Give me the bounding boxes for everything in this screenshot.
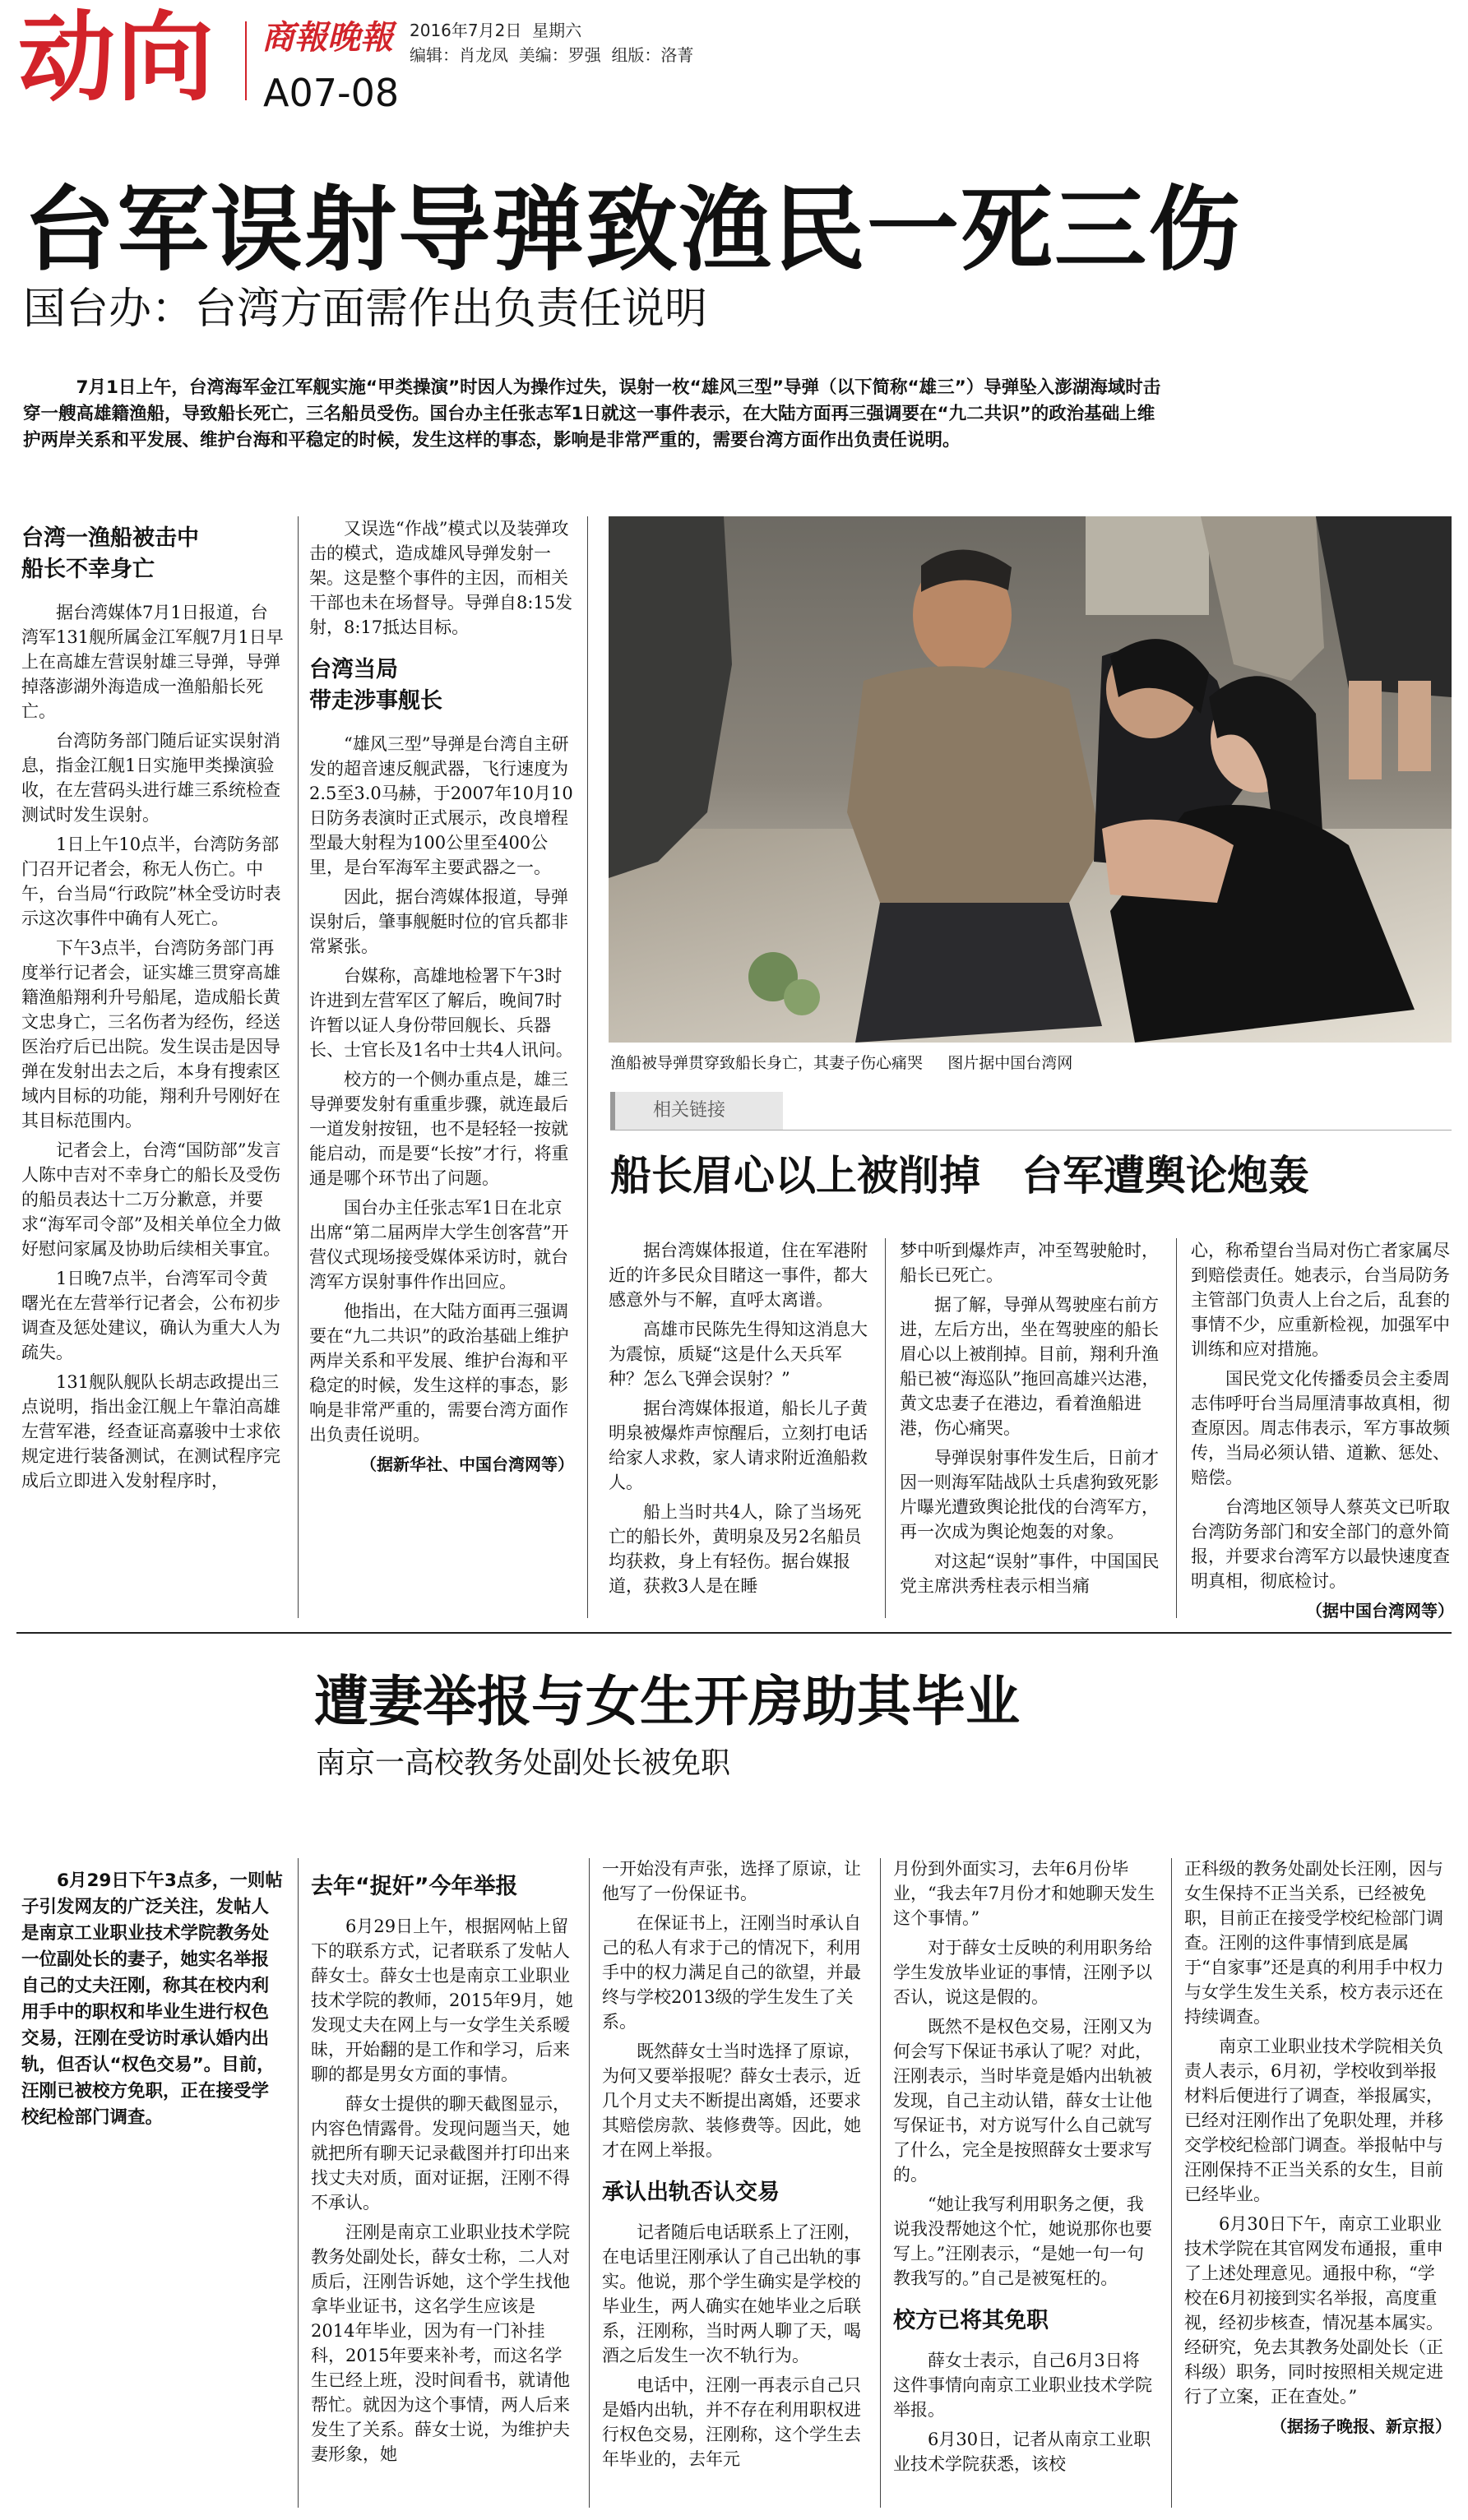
- paragraph: “她让我写利用职务之便，我说我没帮她这个忙，她说那你也要写上。”汪刚表示，“是她一句一句教我写的。”自己是被冤枉的。: [893, 2194, 1152, 2288]
- paragraph: 下午3点半，台湾防务部门再度举行记者会，证实雄三贯穿高雄籍渔船翔利升号船尾，造成船长黄文忠身亡，三名伤者为经伤，经送医治疗后已出院。发生误击是因导弹在发射出去之后，本身有搜索区域内目标的功能，翔利升号刚好在其目标范围内。: [21, 938, 280, 1131]
- paragraph: 电话中，汪刚一再表示自己只是婚内出轨，并不存在利用职权进行权色交易，汪刚称，这个学生去年毕业的，去年元: [602, 2375, 861, 2469]
- story2-column-1: [311, 1871, 574, 2471]
- paragraph: 记者随后电话联系上了汪刚，在电话里汪刚承认了自己出轨的事实。他说，那个学生确实是学校的毕业生，两人确实在她毕业之后联系，汪刚称，当时两人聊了天，喝酒之后发生一次不轨行为。: [602, 2222, 861, 2365]
- issue-info: [410, 18, 693, 67]
- paragraph: 国民党文化传播委员会主委周志伟呼吁台当局厘清事故真相，彻查原因。周志伟表示，军方事故频传，当局必须认错、道歉、惩处、赔偿。: [1191, 1369, 1450, 1487]
- paragraph: 在保证书上，汪刚当时承认自己的私人有求于己的情况下，利用手中的权力满足自己的欲望，并最终与学校2013级的学生发生了关系。: [602, 1913, 861, 2032]
- column-rule: [589, 1858, 590, 2508]
- story2-col2-heading: 承认出轨否认交易: [602, 2180, 780, 2205]
- related-column-2: [900, 1238, 1163, 1603]
- paragraph: 高雄市民陈先生得知这消息大为震惊，质疑“这是什么天兵军种？怎么飞弹会误射？”: [609, 1320, 868, 1389]
- paragraph: 国台办主任张志军1日在北京出席“第二届两岸大学生创客营”开营仪式现场接受媒体采访时，就台湾军方误射事件作出回应。: [309, 1198, 569, 1292]
- paragraph: 他指出，在大陆方面再三强调要在“九二共识”的政治基础上维护两岸关系和平发展、维护台海和平稳定的时候，发生这样的事态，影响是非常严重的，需要台湾方面作出负责任说明。: [309, 1302, 569, 1445]
- story2-column-4: [1184, 1856, 1452, 2439]
- paragraph: 又误选“作战”模式以及装弹攻击的模式，造成雄风导弹发射一架。这是整个事件的主因，而相关干部也未在场督导。导弹自8:15发射，8:17抵达目标。: [309, 519, 573, 637]
- column-rule: [298, 1858, 299, 2508]
- paragraph: 梦中听到爆炸声，冲至驾驶舱时，船长已死亡。: [900, 1241, 1159, 1285]
- paragraph: 6月30日下午，南京工业职业技术学院在其官网发布通报，重申了上述处理意见。通报中称，“学校在6月初接到实名举报，高度重视，经初步核查，情况基本属实。经研究，免去其教务处副处长（正科级）职务，同时按照相关规定进行了立案，正在查处。”: [1184, 2214, 1443, 2407]
- paragraph: 据了解，导弹从驾驶座右前方进，左后方出，坐在驾驶座的船长眉心以上被削掉。目前，翔利升渔船已被“海巡队”拖回高雄兴达港，黄文忠妻子在港边，看着渔船进港，伤心痛哭。: [900, 1295, 1160, 1438]
- paragraph: 薛女士提供的聊天截图显示，内容色情露骨。发现问题当天，她就把所有聊天记录截图并打印出来找丈夫对质，面对证据，汪刚不得不承认。: [311, 2094, 570, 2213]
- paragraph: 船上当时共4人，除了当场死亡的船长外，黄明泉及另2名船员均获救，身上有轻伤。据台媒报道，获救3人是在睡: [609, 1502, 862, 1596]
- paragraph: 记者会上，台湾“国防部”发言人陈中吉对不幸身亡的船长及受伤的船员表达十二万分歉意，并要求“海军司令部”及相关单位全力做好慰问家属及协助后续相关事宜。: [21, 1140, 281, 1259]
- section-title: 动向: [18, 1, 216, 114]
- paragraph: 导弹误射事件发生后，日前才因一则海军陆战队士兵虐狗致死影片曝光遭致舆论批伐的台湾军方，再一次成为舆论炮轰的对象。: [900, 1448, 1159, 1542]
- paragraph: 校方的一个侧办重点是，雄三导弹要发射有重重步骤，就连最后一道发射按钮，也不是轻轻一按就能启动，而是要“长按”才行，将重通是哪个环节出了问题。: [309, 1070, 569, 1188]
- designer: 美编：罗强: [518, 45, 601, 65]
- related-rule: [610, 1130, 1452, 1131]
- paragraph: 既然薛女士当时选择了原谅，为何又要举报呢？薛女士表示，近几个月丈夫不断提出离婚，还要求其赔偿房款、装修费等。因此，她才在网上举报。: [602, 2041, 861, 2160]
- story2-column-3: [893, 1856, 1156, 2481]
- page-code: A07-08: [263, 71, 400, 115]
- story2-col3-heading: 校方已将其免职: [893, 2308, 1049, 2333]
- news-photo: [609, 516, 1452, 1043]
- masthead-divider: [245, 21, 247, 100]
- date: 2016年7月2日: [410, 21, 522, 40]
- paragraph: 对这起“误射”事件，中国国民党主席洪秀柱表示相当痛: [900, 1551, 1160, 1596]
- related-column-1: [609, 1238, 872, 1603]
- source-credit: （据扬子晚报、新京报）: [1271, 2416, 1452, 2436]
- paper-logo: 商報晚報: [262, 18, 393, 57]
- story2-headline: 遭妻举报与女生开房助其毕业: [314, 1670, 1020, 1733]
- paragraph: 据台湾媒体报道，住在军港附近的许多民众目睹这一事件，都大感意外与不解，直呼太离谱。: [609, 1241, 868, 1310]
- source-credit: （据中国台湾网等）: [1306, 1601, 1454, 1621]
- story-divider: [16, 1632, 1452, 1634]
- paragraph: 心，称希望台当局对伤亡者家属尽到赔偿责任。她表示，台当局防务主管部门负责人上台之后，乱套的事情不少，应重新检视，加强军中训练和应对措施。: [1191, 1241, 1450, 1359]
- paragraph: 据台湾媒体7月1日报道，台湾军131舰所属金江军舰7月1日早上在高雄左营误射雄三导弹，导弹掉落澎湖外海造成一渔船船长死亡。: [21, 603, 284, 721]
- story2-lead: 6月29日下午3点多，一则帖子引发网友的广泛关注，发帖人是南京工业职业技术学院教务处一位副处长的妻子，她实名举报自己的丈夫汪刚，称其在校内利用手中的职权和毕业生进行权色交易，汪刚在受访时承认婚内出轨，但否认“权色交易”。目前，汪刚已被校方免职，正在接受学校纪检部门调查。: [21, 1870, 283, 2128]
- paragraph: 6月30日，记者从南京工业职业技术学院获悉，该校: [893, 2430, 1151, 2474]
- paragraph: 薛女士表示，自己6月3日将这件事情向南京工业职业技术学院举报。: [893, 2351, 1152, 2420]
- source-credit: （据新华社、中国台湾网等）: [360, 1454, 574, 1474]
- story1-col1-heading: 台湾一渔船被击中 船长不幸身亡: [21, 525, 199, 582]
- paragraph: 汪刚是南京工业职业技术学院教务处副处长，薛女士称，二人对质后，汪刚告诉她，这个学生找他拿毕业证书，这名学生应该是2014年毕业，因为有一门补挂科，2015年要来补考，而这名学生已经上班，没时间看书，就请他帮忙。就因为这个事情，两人后来发生了关系。薛女士说，为维护夫妻形象，她: [311, 2222, 570, 2464]
- paragraph: 一开始没有声张，选择了原谅，让他写了一份保证书。: [602, 1859, 861, 1903]
- related-tag-box: [610, 1092, 783, 1130]
- paragraph: “雄风三型”导弹是台湾自主研发的超音速反舰武器，飞行速度为2.5至3.0马赫，于2007年10月10日防务表演时正式展示，改良增程型最大射程为100公里至400公里，是台军海军主要武器之一。: [309, 734, 573, 877]
- story2-col1-heading: 去年“捉奸”今年举报: [311, 1874, 518, 1899]
- column-rule: [880, 1858, 881, 2508]
- column-rule: [1176, 1238, 1177, 1618]
- column-rule: [885, 1238, 886, 1618]
- column-rule: [1171, 1858, 1172, 2508]
- story1-headline: 台军误射导弹致渔民一死三伤: [23, 177, 1242, 284]
- story2-subhead: 南京一高校教务处副处长被免职: [316, 1746, 731, 1780]
- photo-credit: 图片据中国台湾网: [947, 1054, 1073, 1072]
- editor: 编辑：肖龙凤: [410, 45, 508, 65]
- paragraph: 正科级的教务处副处长汪刚，因与女生保持不正当关系，已经被免职，目前正在接受学校纪检部门调查。汪刚的这件事情到底是属于“自家事”还是真的利用手中权力与女学生发生关系，校方表示还在持续调查。: [1184, 1859, 1444, 2027]
- related-headline: 船长眉心以上被削掉 台军遭舆论炮轰: [610, 1152, 1309, 1200]
- weekday: 星期六: [532, 21, 582, 40]
- story1-lead: 7月1日上午，台湾海军金江军舰实施“甲类操演”时因人为操作过失，误射一枚“雄风三型”导弹（以下简称“雄三”）导弹坠入澎湖海域时击穿一艘高雄籍渔船，导致船长死亡，三名船员受伤。国台办主任张志军1日就这一事件表示，在大陆方面再三强调要在“九二共识”的政治基础上维护两岸关系和平发展、维护台海和平稳定的时候，发生这样的事态，影响是非常严重的，需要台湾方面作出负责任说明。: [23, 377, 1161, 451]
- paragraph: 因此，据台湾媒体报道，导弹误射后，肇事舰艇时位的官兵都非常紧张。: [309, 887, 568, 956]
- column-rule: [587, 516, 588, 1618]
- story1-col2-heading: 台湾当局 带走涉事舰长: [309, 657, 442, 714]
- paragraph: 南京工业职业技术学院相关负责人表示，6月初，学校收到举报材料后便进行了调查，举报属实，已经对汪刚作出了免职处理，并移交学校纪检部门调查。举报帖中与汪刚保持不正当关系的女生，目前已经毕业。: [1184, 2037, 1443, 2204]
- story1-column-2: [309, 516, 574, 1477]
- paragraph: 据台湾媒体报道，船长儿子黄明泉被爆炸声惊醒后，立刻打电话给家人求救，家人请求附近渔船救人。: [609, 1399, 868, 1492]
- paragraph: 对于薛女士反映的利用职务给学生发放毕业证的事情，汪刚予以否认，说这是假的。: [893, 1938, 1152, 2007]
- story2-column-2: [602, 1856, 865, 2476]
- masthead: [0, 0, 1468, 123]
- paragraph: 6月29日上午，根据网帖上留下的联系方式，记者联系了发帖人薛女士。薛女士也是南京工业职业技术学院的教师，2015年9月，她发现丈夫在网上与一女学生关系暧昧，开始翻的是工作和学习，后来聊的都是男女方面的事情。: [311, 1917, 573, 2084]
- paragraph: 1日上午10点半，台湾防务部门召开记者会，称无人伤亡。中午，台当局“行政院”林全受访时表示这次事件中确有人死亡。: [21, 835, 281, 928]
- paragraph: 月份到外面实习，去年6月份毕业，“我去年7月份才和她聊天发生这个事情。”: [893, 1859, 1155, 1928]
- paragraph: 131舰队舰队长胡志政提出三点说明，指出金江舰上午靠泊高雄左营军港，经查证高嘉骏中士求依规定进行装备测试，在测试程序完成后立即进入发射程序时，: [21, 1372, 280, 1491]
- caption-text: 渔船被导弹贯穿致船长身亡，其妻子伤心痛哭: [610, 1054, 924, 1072]
- paragraph: 1日晚7点半，台湾军司令黄曙光在左营举行记者会，公布初步调查及惩处建议，确认为重大人为疏失。: [21, 1269, 280, 1362]
- paragraph: 既然不是权色交易，汪刚又为何会写下保证书承认了呢？对此，汪刚表示，当时毕竟是婚内出轨被发现，自己主动认错，薛女士让他写保证书，对方说写什么自己就写了什么，完全是按照薛女士要求写的。: [893, 2017, 1152, 2185]
- related-tag: 相关链接: [653, 1100, 726, 1121]
- column-rule: [298, 516, 299, 1618]
- paragraph: 台媒称，高雄地检署下午3时许进到左营军区了解后，晚间7时许暂以证人身份带回舰长、兵器长、士官长及1名中士共4人讯问。: [309, 966, 573, 1060]
- photo-caption: [610, 1052, 1449, 1074]
- paragraph: 台湾防务部门随后证实误射消息，指金江舰1日实施甲类操演验收，在左营码头进行雄三系统检查测试时发生误射。: [21, 731, 280, 825]
- related-column-3: [1191, 1238, 1454, 1623]
- story1-column-1: [21, 523, 285, 1498]
- paragraph: 台湾地区领导人蔡英文已听取台湾防务部门和安全部门的意外简报，并要求台湾军方以最快速度查明真相，彻底检讨。: [1191, 1497, 1450, 1591]
- story1-subhead: 国台办：台湾方面需作出负责任说明: [23, 284, 708, 334]
- typesetter: 组版：洛菁: [611, 45, 694, 65]
